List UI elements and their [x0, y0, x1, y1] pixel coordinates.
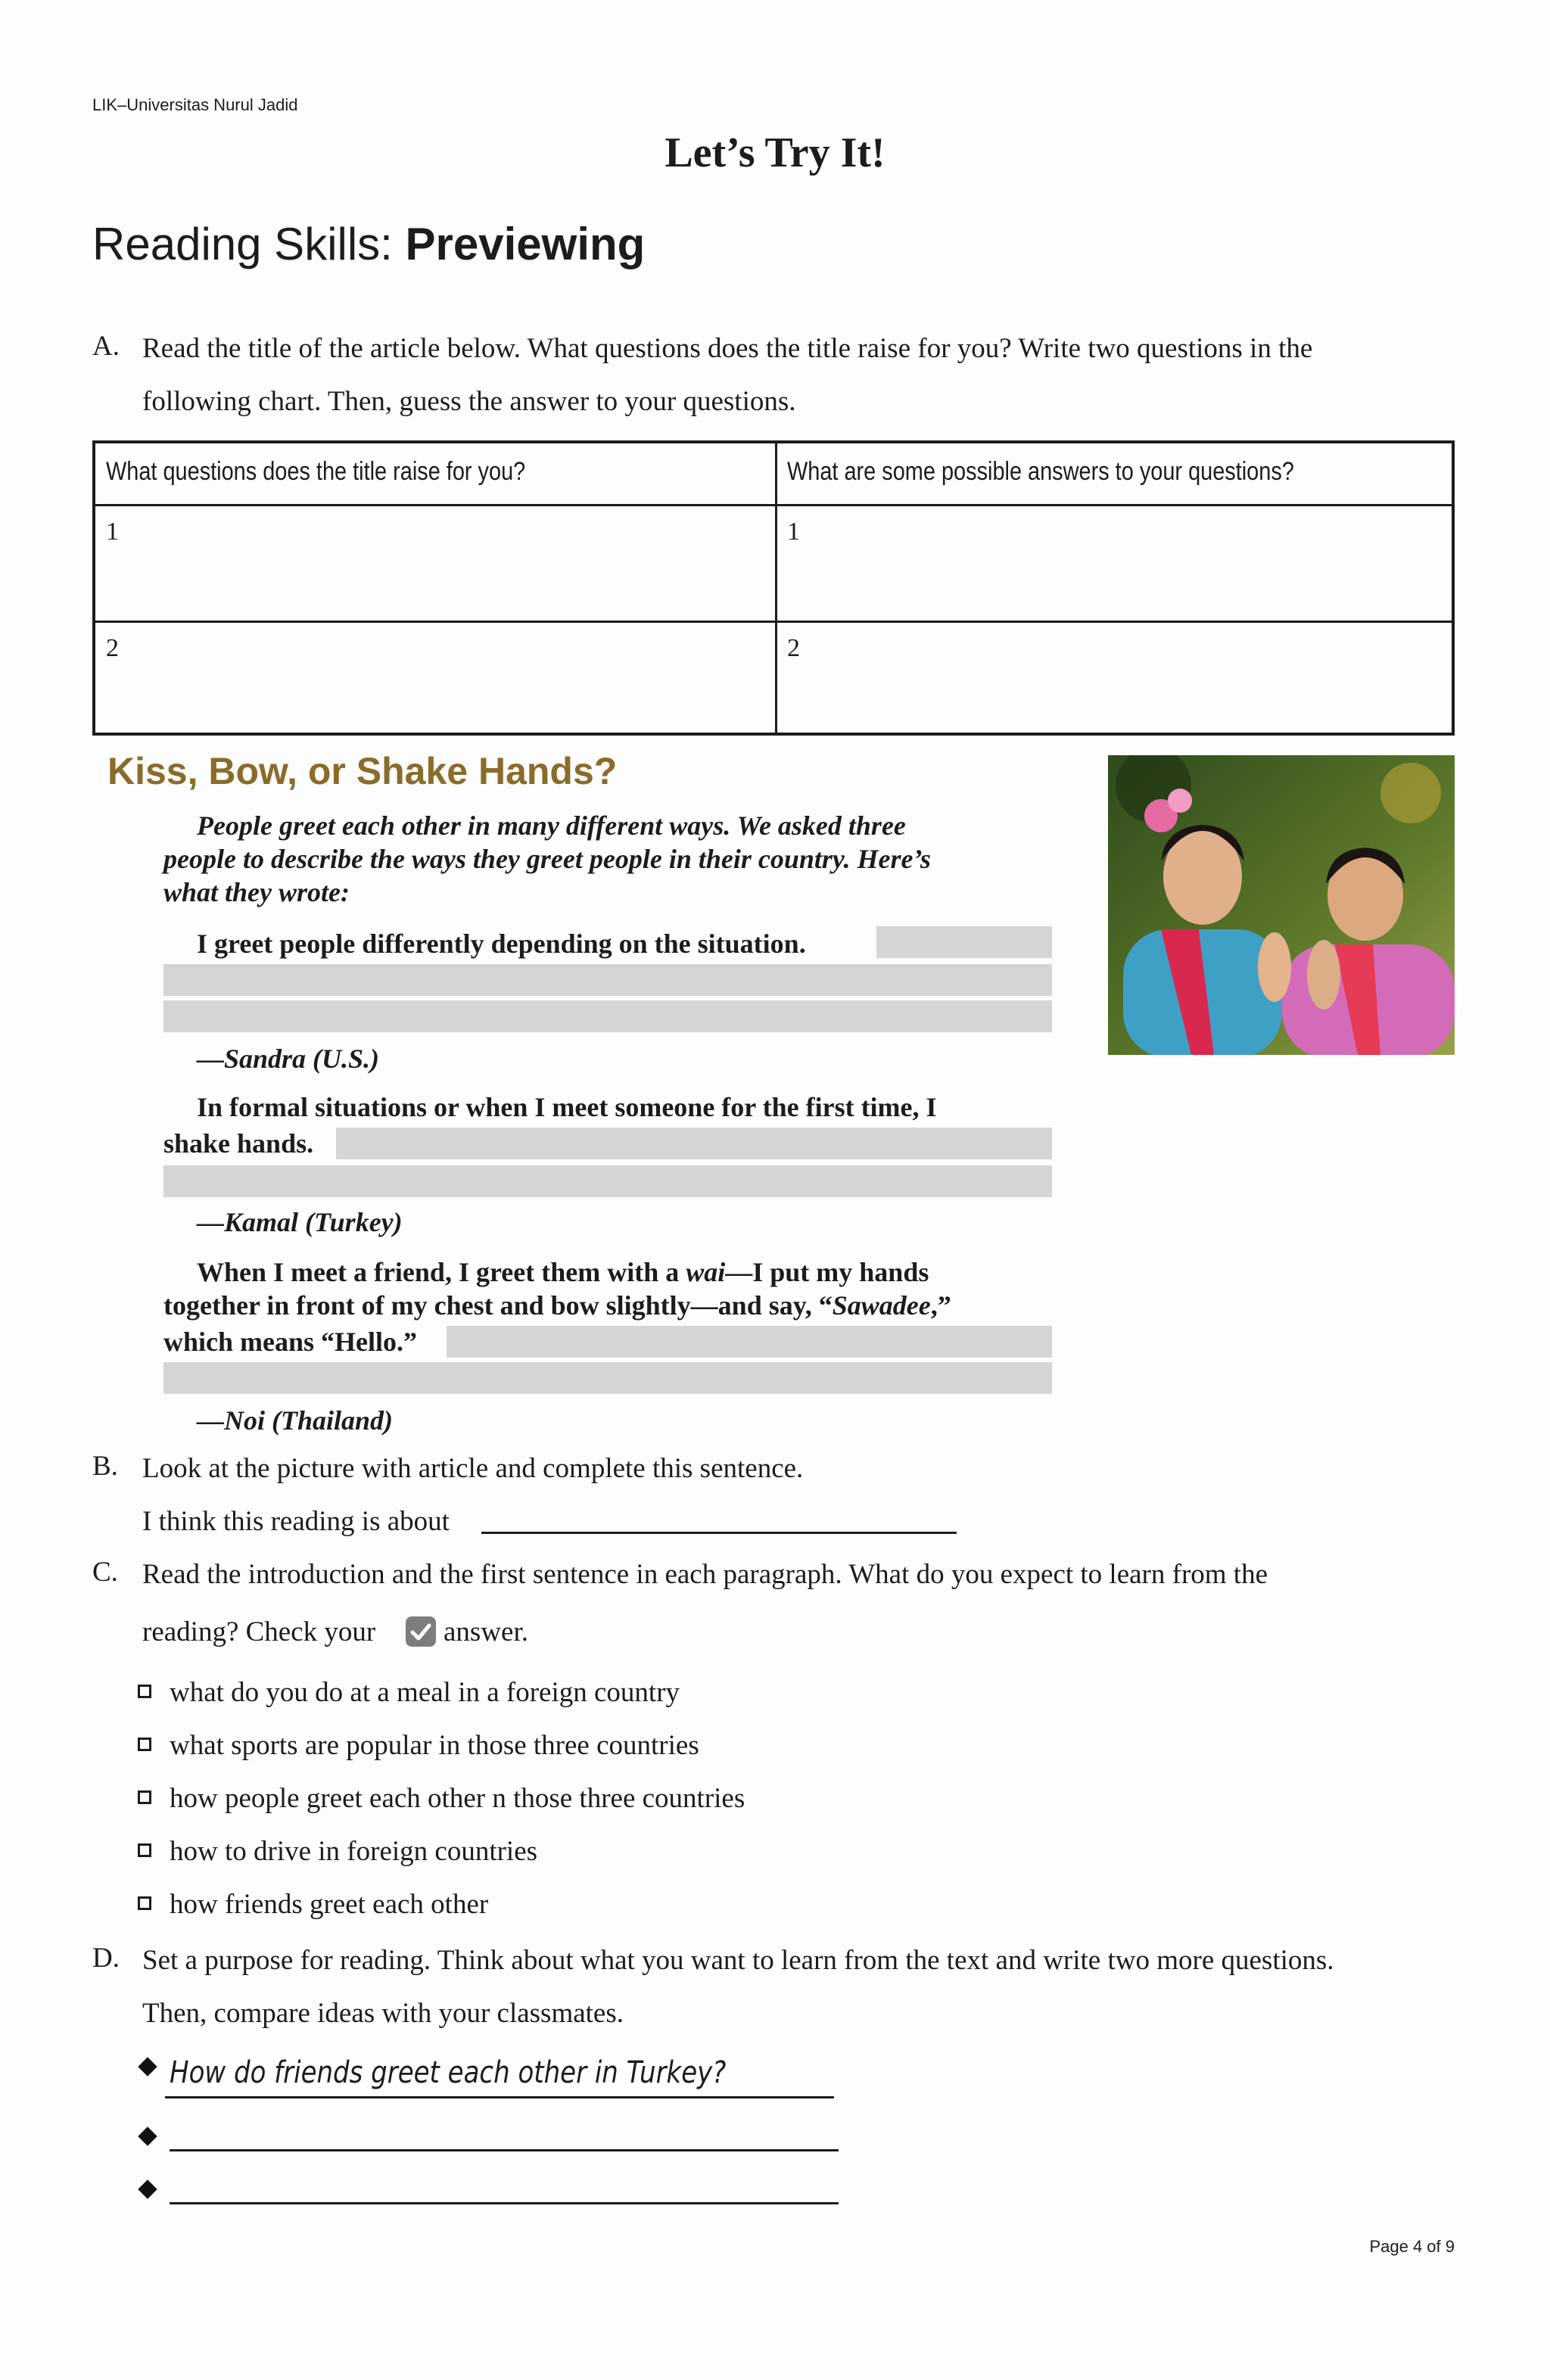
answer-line-2[interactable] [170, 2149, 839, 2151]
checkmark-icon [406, 1616, 436, 1647]
redacted-block [163, 1000, 1052, 1032]
option-1-label: what do you do at a meal in a foreign country [170, 1677, 680, 1708]
option-3-label: how people greet each other n those three countries [170, 1783, 745, 1814]
section-a-letter: A. [92, 331, 120, 362]
answer-blank-b[interactable] [481, 1532, 957, 1534]
page-title: Let’s Try It! [665, 129, 885, 176]
article-paragraph-3-line1 [197, 1255, 929, 1290]
section-a-line2: following chart. Then, guess the answer to your questions. [142, 386, 796, 417]
section-c-line1: Read the introduction and the first sentence in each paragraph. What do you expect to learn from the [142, 1559, 1268, 1590]
checkbox-option-5[interactable] [138, 1896, 151, 1910]
text-segment: ,” [930, 1290, 951, 1321]
article-intro-line3: what they wrote: [163, 877, 350, 907]
article-author-3: —Noi (Thailand) [197, 1405, 394, 1436]
option-4-label: how to drive in foreign countries [170, 1836, 538, 1867]
questions-chart [92, 440, 1455, 736]
section-d-line1: Set a purpose for reading. Think about what you want to learn from the text and write two more questions. [142, 1945, 1334, 1976]
section-d-line2: Then, compare ideas with your classmates. [142, 1998, 624, 2029]
checkbox-option-3[interactable] [138, 1790, 151, 1804]
handwritten-question-1: How do friends greet each other in Turkey? [170, 2055, 727, 2090]
section-c-line2: reading? Check your [142, 1616, 376, 1647]
option-2-label: what sports are popular in those three countries [170, 1730, 699, 1761]
redacted-block [336, 1128, 1052, 1159]
redacted-block [447, 1326, 1052, 1358]
greeting-photo [1108, 755, 1455, 1055]
checkbox-option-2[interactable] [138, 1738, 151, 1751]
article-intro-line1: People greet each other in many different ways. We asked three [197, 810, 906, 841]
table-header-questions: What questions does the title raise for you? [106, 457, 526, 486]
section-subtitle [92, 218, 645, 270]
text-segment: together in front of my chest and bow slightly—and say, “ [163, 1290, 833, 1321]
page-number: Page 4 of 9 [1369, 2237, 1455, 2256]
article-author-1: —Sandra (U.S.) [197, 1044, 380, 1074]
subtitle-bold: Previewing [405, 219, 646, 269]
article-title: Kiss, Bow, or Shake Hands? [107, 750, 618, 792]
article-paragraph-3-line3: which means “Hello.” [163, 1327, 418, 1357]
redacted-block [163, 1362, 1052, 1394]
redacted-block [876, 926, 1052, 958]
subtitle-prefix: Reading Skills: [92, 219, 406, 269]
table-header-answers: What are some possible answers to your questions? [787, 457, 1294, 486]
section-c-letter: C. [92, 1557, 118, 1588]
article-intro-line2: people to describe the ways they greet people in their country. Here’s [163, 844, 931, 874]
redacted-block [163, 964, 1052, 996]
table-cell-answer-1[interactable]: 1 [787, 518, 800, 546]
text-segment: When I meet a friend, I greet them with a [197, 1257, 686, 1287]
article-paragraph-2-line2: shake hands. [163, 1128, 314, 1159]
section-c-line2-post: answer. [444, 1616, 528, 1647]
text-italic: wai [686, 1257, 726, 1287]
section-a-line1: Read the title of the article below. What questions does the title raise for you? Write two questions in the [142, 333, 1313, 364]
text-italic: Sawadee [832, 1290, 931, 1321]
bullet-diamond-icon [138, 2126, 157, 2145]
checkbox-option-1[interactable] [138, 1685, 151, 1698]
bullet-diamond-icon [138, 2057, 157, 2076]
answer-line-1[interactable] [165, 2096, 834, 2098]
article-author-2: —Kamal (Turkey) [197, 1207, 403, 1237]
table-cell-question-1[interactable]: 1 [106, 518, 119, 546]
article-paragraph-2-line1: In formal situations or when I meet someone for the first time, I [197, 1092, 937, 1122]
article-paragraph-3-line2 [163, 1288, 951, 1323]
article-paragraph-1: I greet people differently depending on the situation. [197, 929, 806, 959]
table-cell-question-2[interactable]: 2 [106, 634, 119, 662]
section-b-line1: Look at the picture with article and complete this sentence. [142, 1453, 804, 1484]
bullet-diamond-icon [138, 2179, 157, 2198]
answer-line-3[interactable] [170, 2202, 839, 2204]
table-cell-answer-2[interactable]: 2 [787, 634, 800, 662]
checkbox-option-4[interactable] [138, 1843, 151, 1857]
redacted-block [163, 1165, 1052, 1197]
section-d-letter: D. [92, 1943, 120, 1974]
section-b-letter: B. [92, 1451, 118, 1482]
option-5-label: how friends greet each other [170, 1889, 489, 1920]
section-b-line2: I think this reading is about [142, 1506, 450, 1537]
text-segment: —I put my hands [725, 1257, 929, 1287]
document-header: LIK–Universitas Nurul Jadid [92, 95, 298, 114]
